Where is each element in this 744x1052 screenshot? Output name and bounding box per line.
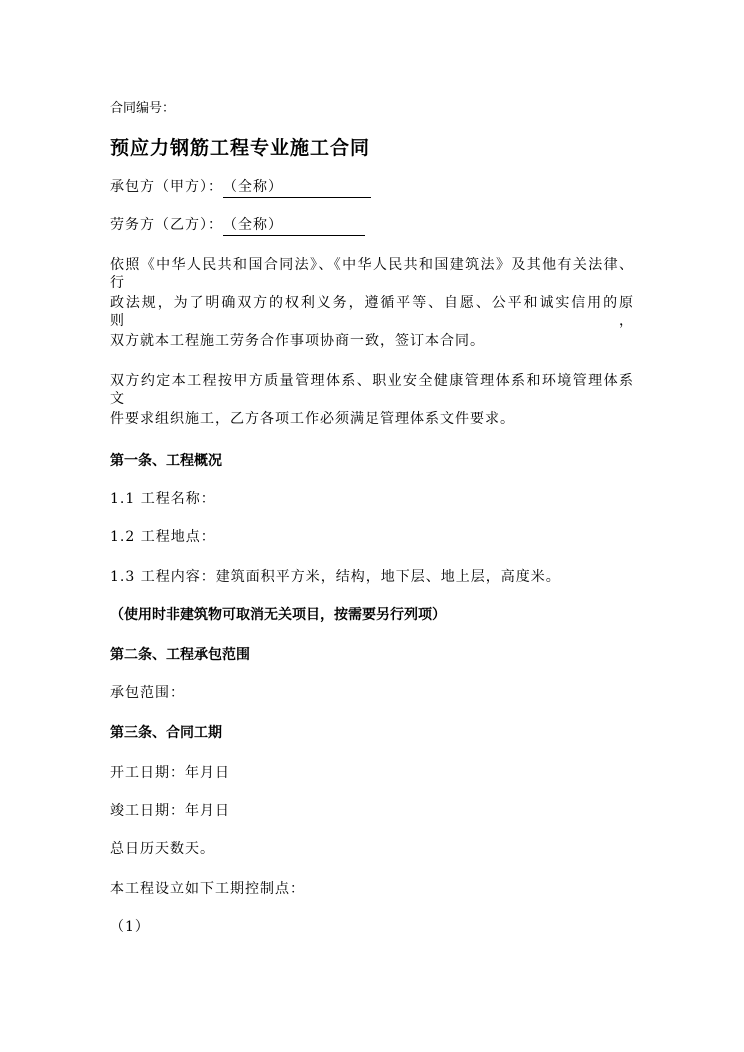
- project-location-item: 1.2 工程地点：: [110, 529, 216, 545]
- party-b-name-field: （全称）: [223, 217, 365, 236]
- party-a-label: 承包方（甲方）：: [110, 179, 223, 195]
- total-days-item: 总日历天数天。: [110, 841, 215, 857]
- contract-number-label: 合同编号：: [110, 101, 176, 116]
- control-point-1: （1）: [110, 919, 150, 935]
- article-2-heading: 第二条、工程承包范围: [110, 647, 250, 663]
- party-b-label: 劳务方（乙方）：: [110, 217, 223, 233]
- start-date-item: 开工日期：年月日: [110, 765, 230, 781]
- preamble-line-1: 依照《中华人民共和国合同法》、《中华人民共和国建筑法》及其他有关法律、行: [110, 257, 634, 291]
- contract-scope-item: 承包范围：: [110, 685, 185, 701]
- usage-note: （使用时非建筑物可取消无关项目，按需要另行列项）: [110, 607, 446, 623]
- preamble-line-3: 双方就本工程施工劳务合作事项协商一致，签订本合同。: [110, 333, 485, 349]
- article-1-heading: 第一条、工程概况: [110, 453, 222, 469]
- control-points-item: 本工程设立如下工期控制点：: [110, 881, 305, 897]
- party-a-line: [110, 178, 371, 198]
- completion-date-item: 竣工日期：年月日: [110, 803, 230, 819]
- preamble-line-2: 政法规，为了明确双方的权利义务，遵循平等、自愿、公平和诚实信用的原则，: [110, 295, 634, 329]
- management-clause-line-2: 件要求组织施工，乙方各项工作必须满足管理体系文件要求。: [110, 411, 515, 427]
- management-clause-line-1: 双方约定本工程按甲方质量管理体系、职业安全健康管理体系和环境管理体系文: [110, 373, 634, 407]
- article-3-heading: 第三条、合同工期: [110, 725, 222, 741]
- project-name-item: 1.1 工程名称：: [110, 491, 216, 507]
- document-title: 预应力钢筋工程专业施工合同: [110, 137, 371, 159]
- party-b-line: [110, 216, 365, 236]
- project-content-item: 1.3 工程内容：建筑面积平方米，结构，地下层、地上层，高度米。: [110, 569, 561, 585]
- party-a-name-field: （全称）: [223, 179, 371, 198]
